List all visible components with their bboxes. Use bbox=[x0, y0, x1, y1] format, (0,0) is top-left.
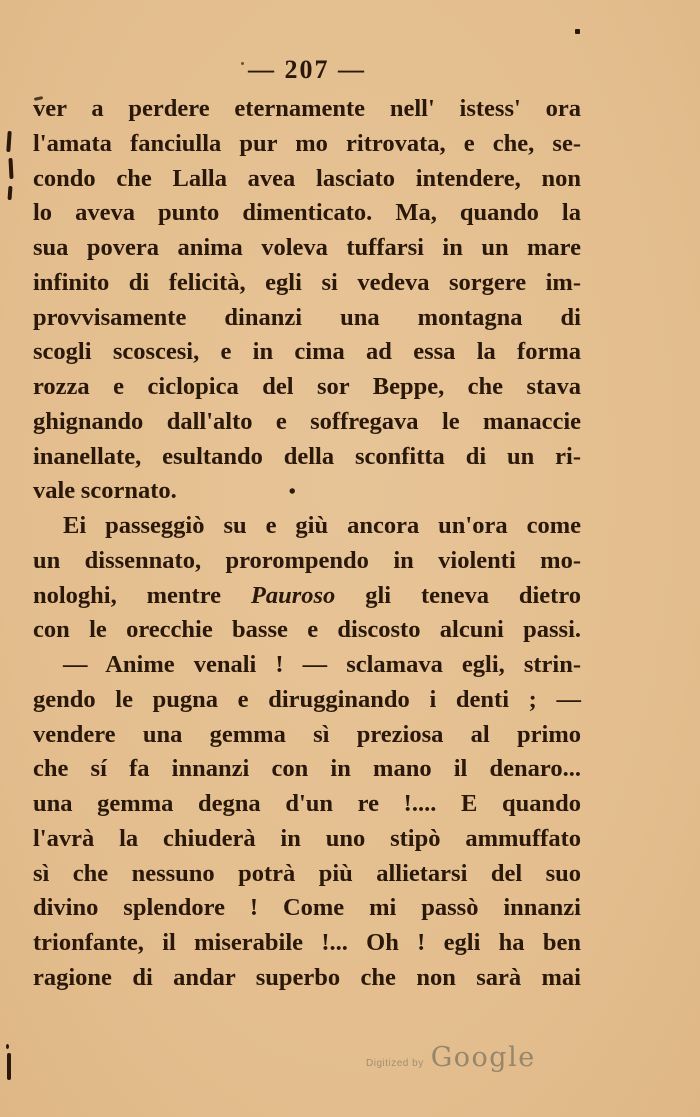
text-line: con le orecchie basse e discosto alcuni passi. bbox=[33, 616, 581, 644]
text-line: provvisamente dinanzi una montagna di bbox=[33, 303, 581, 331]
margin-mark bbox=[8, 186, 13, 200]
text-line: ghignando dall'alto e soffregava le manaccie bbox=[33, 407, 581, 435]
margin-mark bbox=[8, 158, 13, 179]
text-line: Ei passeggiò su e giù ancora un'ora come bbox=[63, 512, 581, 539]
text-line: l'avrà la chiuderà in uno stipò ammuffato bbox=[33, 824, 581, 852]
text-line: condo che Lalla avea lasciato intendere, non bbox=[33, 164, 581, 192]
text-line: lo aveva punto dimenticato. Ma, quando la bbox=[33, 199, 581, 227]
text-segment: gli teneva dietro bbox=[335, 581, 582, 609]
ink-bullet: • bbox=[288, 481, 296, 504]
text-line: rozza e ciclopica del sor Beppe, che stava bbox=[33, 373, 581, 400]
text-line: ragione di andar superbo che non sarà mai bbox=[33, 963, 581, 991]
text-line: una gemma degna d'un re !.... E quando bbox=[33, 790, 581, 817]
text-line: gendo le pugna e dirugginando i denti ; — bbox=[33, 685, 581, 713]
text-line: sì che nessuno potrà più allietarsi del suo bbox=[33, 859, 581, 887]
text-line: vale scornato. • bbox=[33, 474, 581, 509]
margin-mark bbox=[6, 1044, 9, 1049]
digitized-by-google-watermark bbox=[366, 1042, 536, 1073]
italic-word: Pauroso bbox=[250, 581, 336, 609]
text-segment: nologhi, mentre bbox=[33, 581, 251, 609]
margin-mark bbox=[6, 131, 11, 152]
page-number-header: — 207 — bbox=[248, 55, 366, 84]
ink-speck bbox=[241, 62, 244, 65]
text-line bbox=[33, 579, 581, 614]
margin-mark bbox=[7, 1053, 11, 1080]
text-line: infinito di felicità, egli si vedeva sorgere im- bbox=[33, 268, 581, 296]
text-line: che sí fa innanzi con in mano il denaro... bbox=[33, 755, 581, 783]
text-line: ver a perdere eternamente nell' istess' ora bbox=[33, 95, 581, 122]
text-line: — Anime venali ! — sclamava egli, strin- bbox=[63, 651, 581, 678]
google-logo-text: Google bbox=[430, 1042, 536, 1073]
text-line: sua povera anima voleva tuffarsi in un mare bbox=[33, 234, 581, 261]
text-line: scogli scoscesi, e in cima ad essa la forma bbox=[33, 338, 581, 366]
text-line: trionfante, il miserabile !... Oh ! egli ha ben bbox=[33, 929, 581, 956]
body-text bbox=[33, 92, 581, 996]
ink-speck bbox=[575, 29, 580, 34]
text-line: un dissennato, prorompendo in violenti mo- bbox=[33, 546, 581, 574]
watermark-prefix: Digitized by bbox=[366, 1058, 424, 1069]
text-line: divino splendore ! Come mi passò innanzi bbox=[33, 894, 581, 922]
text-line: inanellate, esultando della sconfitta di un ri- bbox=[33, 442, 581, 470]
text-line: l'amata fanciulla pur mo ritrovata, e che, se- bbox=[33, 129, 581, 157]
text-line: vendere una gemma sì preziosa al primo bbox=[33, 720, 581, 748]
